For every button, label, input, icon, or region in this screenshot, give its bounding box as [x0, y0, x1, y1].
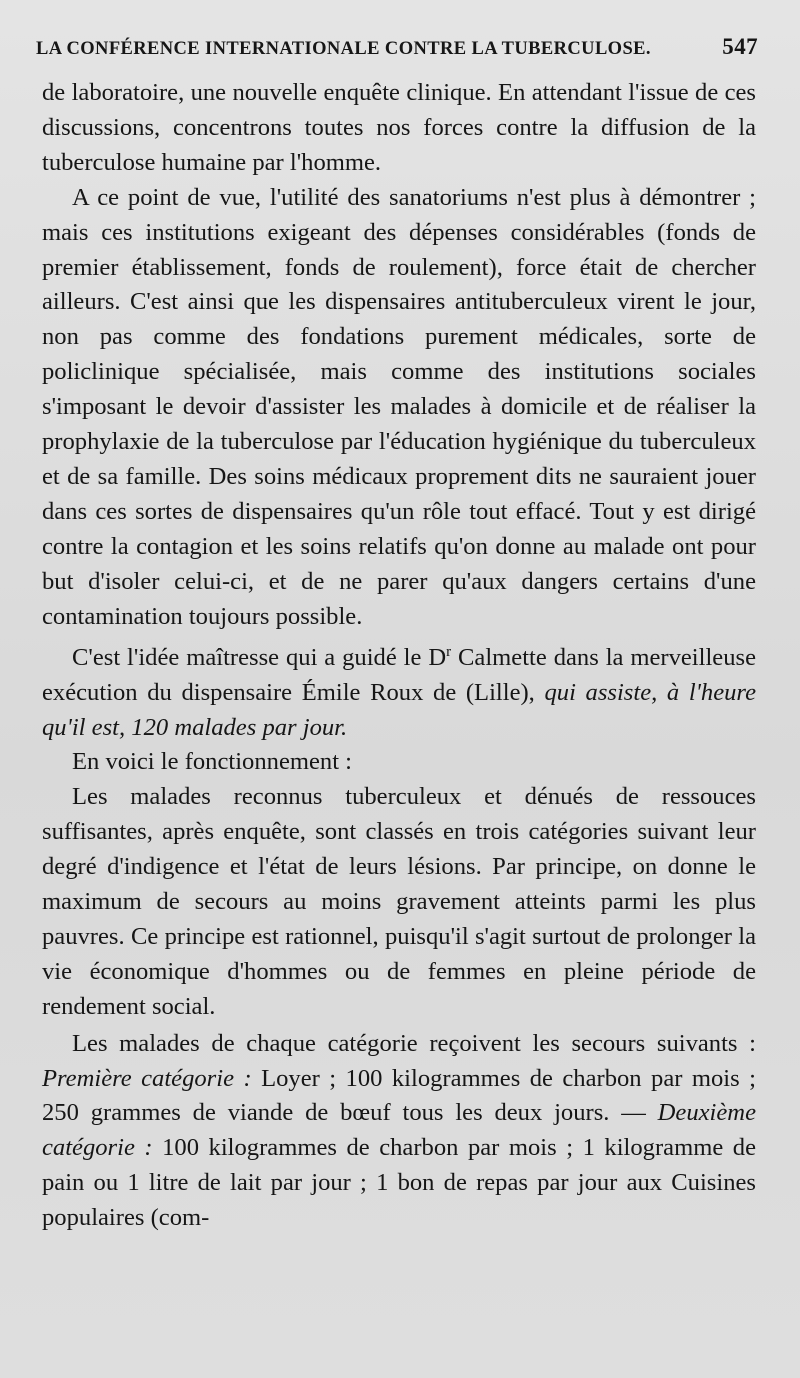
paragraph-4: En voici le fonctionnement :	[72, 748, 353, 776]
paragraph-3-text-b: Calmette dans la merveilleuse exécution du dispensaire Émile Roux de (Lille),	[42, 643, 756, 706]
running-title: LA CONFÉRENCE INTERNATIONALE CONTRE LA TUBERCULOSE.	[36, 39, 651, 59]
paragraph-3-italic: qui assiste, à l'heure qu'il est, 120 malades par jour.	[42, 678, 757, 741]
page-number: 547	[722, 34, 758, 59]
paragraph-3-text-a: C'est l'idée maîtresse qui a guidé le D	[72, 643, 447, 671]
paragraph-6	[42, 1027, 756, 1236]
second-category-label: Deuxième catégorie :	[42, 1099, 756, 1162]
doctor-abbrev-superscript: r	[446, 643, 452, 660]
first-category-label: Première catégorie :	[42, 1064, 252, 1092]
paragraph-5: Les malades reconnus tuberculeux et dénués de ressouces suffisantes, après enquête, sont classés en trois catégories suivant leur degré d'indigence et l'état de leurs lésions. Par principe, on donne le maximum de secours au moins gravement atteints parmi les plus pauvres. Ce principe est rationnel, puisqu'il s'agit surtout de prolonger la vie économique d'hommes ou de femmes en pleine période de rendement social.	[42, 783, 756, 1020]
paragraph-1: de laboratoire, une nouvelle enquête clinique. En attendant l'issue de ces discussions, concentrons toutes nos forces contre la diffusion de la tuberculose humaine par l'homme.	[42, 79, 756, 176]
paragraph-6-text-c: 100 kilogrammes de charbon par mois ; 1 kilogramme de pain ou 1 litre de lait par jour ; 1 bon de repas par jour aux Cuisines populaires (com-	[42, 1134, 756, 1232]
paragraph-2: A ce point de vue, l'utilité des sanatoriums n'est plus à démontrer ; mais ces institutions exigeant des dépenses considérables (fonds de premier établissement, fonds de roulement), force était de chercher ailleurs. C'est ainsi que les dispensaires antituberculeux virent le jour, non pas comme des fondations purement médicales, sorte de policlinique spécialisée, mais comme des institutions sociales s'imposant le devoir d'assister les malades à domicile et de réaliser la prophylaxie de la tuberculose par l'éducation hygiénique du tuberculeux et de sa famille. Des soins médicaux proprement dits ne sauraient jouer dans ces sortes de dispensaires qu'un rôle tout effacé. Tout y est dirigé contre la contagion et les soins relatifs qu'on donne au malade ont pour but d'isoler celui-ci, et de ne parer qu'aux dangers certains d'une contamination toujours possible.	[42, 183, 756, 630]
running-header	[36, 34, 756, 76]
paragraph-6-text-a: Les malades de chaque catégorie reçoivent les secours suivants :	[72, 1029, 756, 1057]
paragraph-6-text-b: Loyer ; 100 kilogrammes de charbon par mois ; 250 grammes de viande de bœuf tous les deux jours. —	[42, 1064, 756, 1127]
body-text	[42, 76, 756, 1236]
paragraph-3	[42, 635, 756, 746]
